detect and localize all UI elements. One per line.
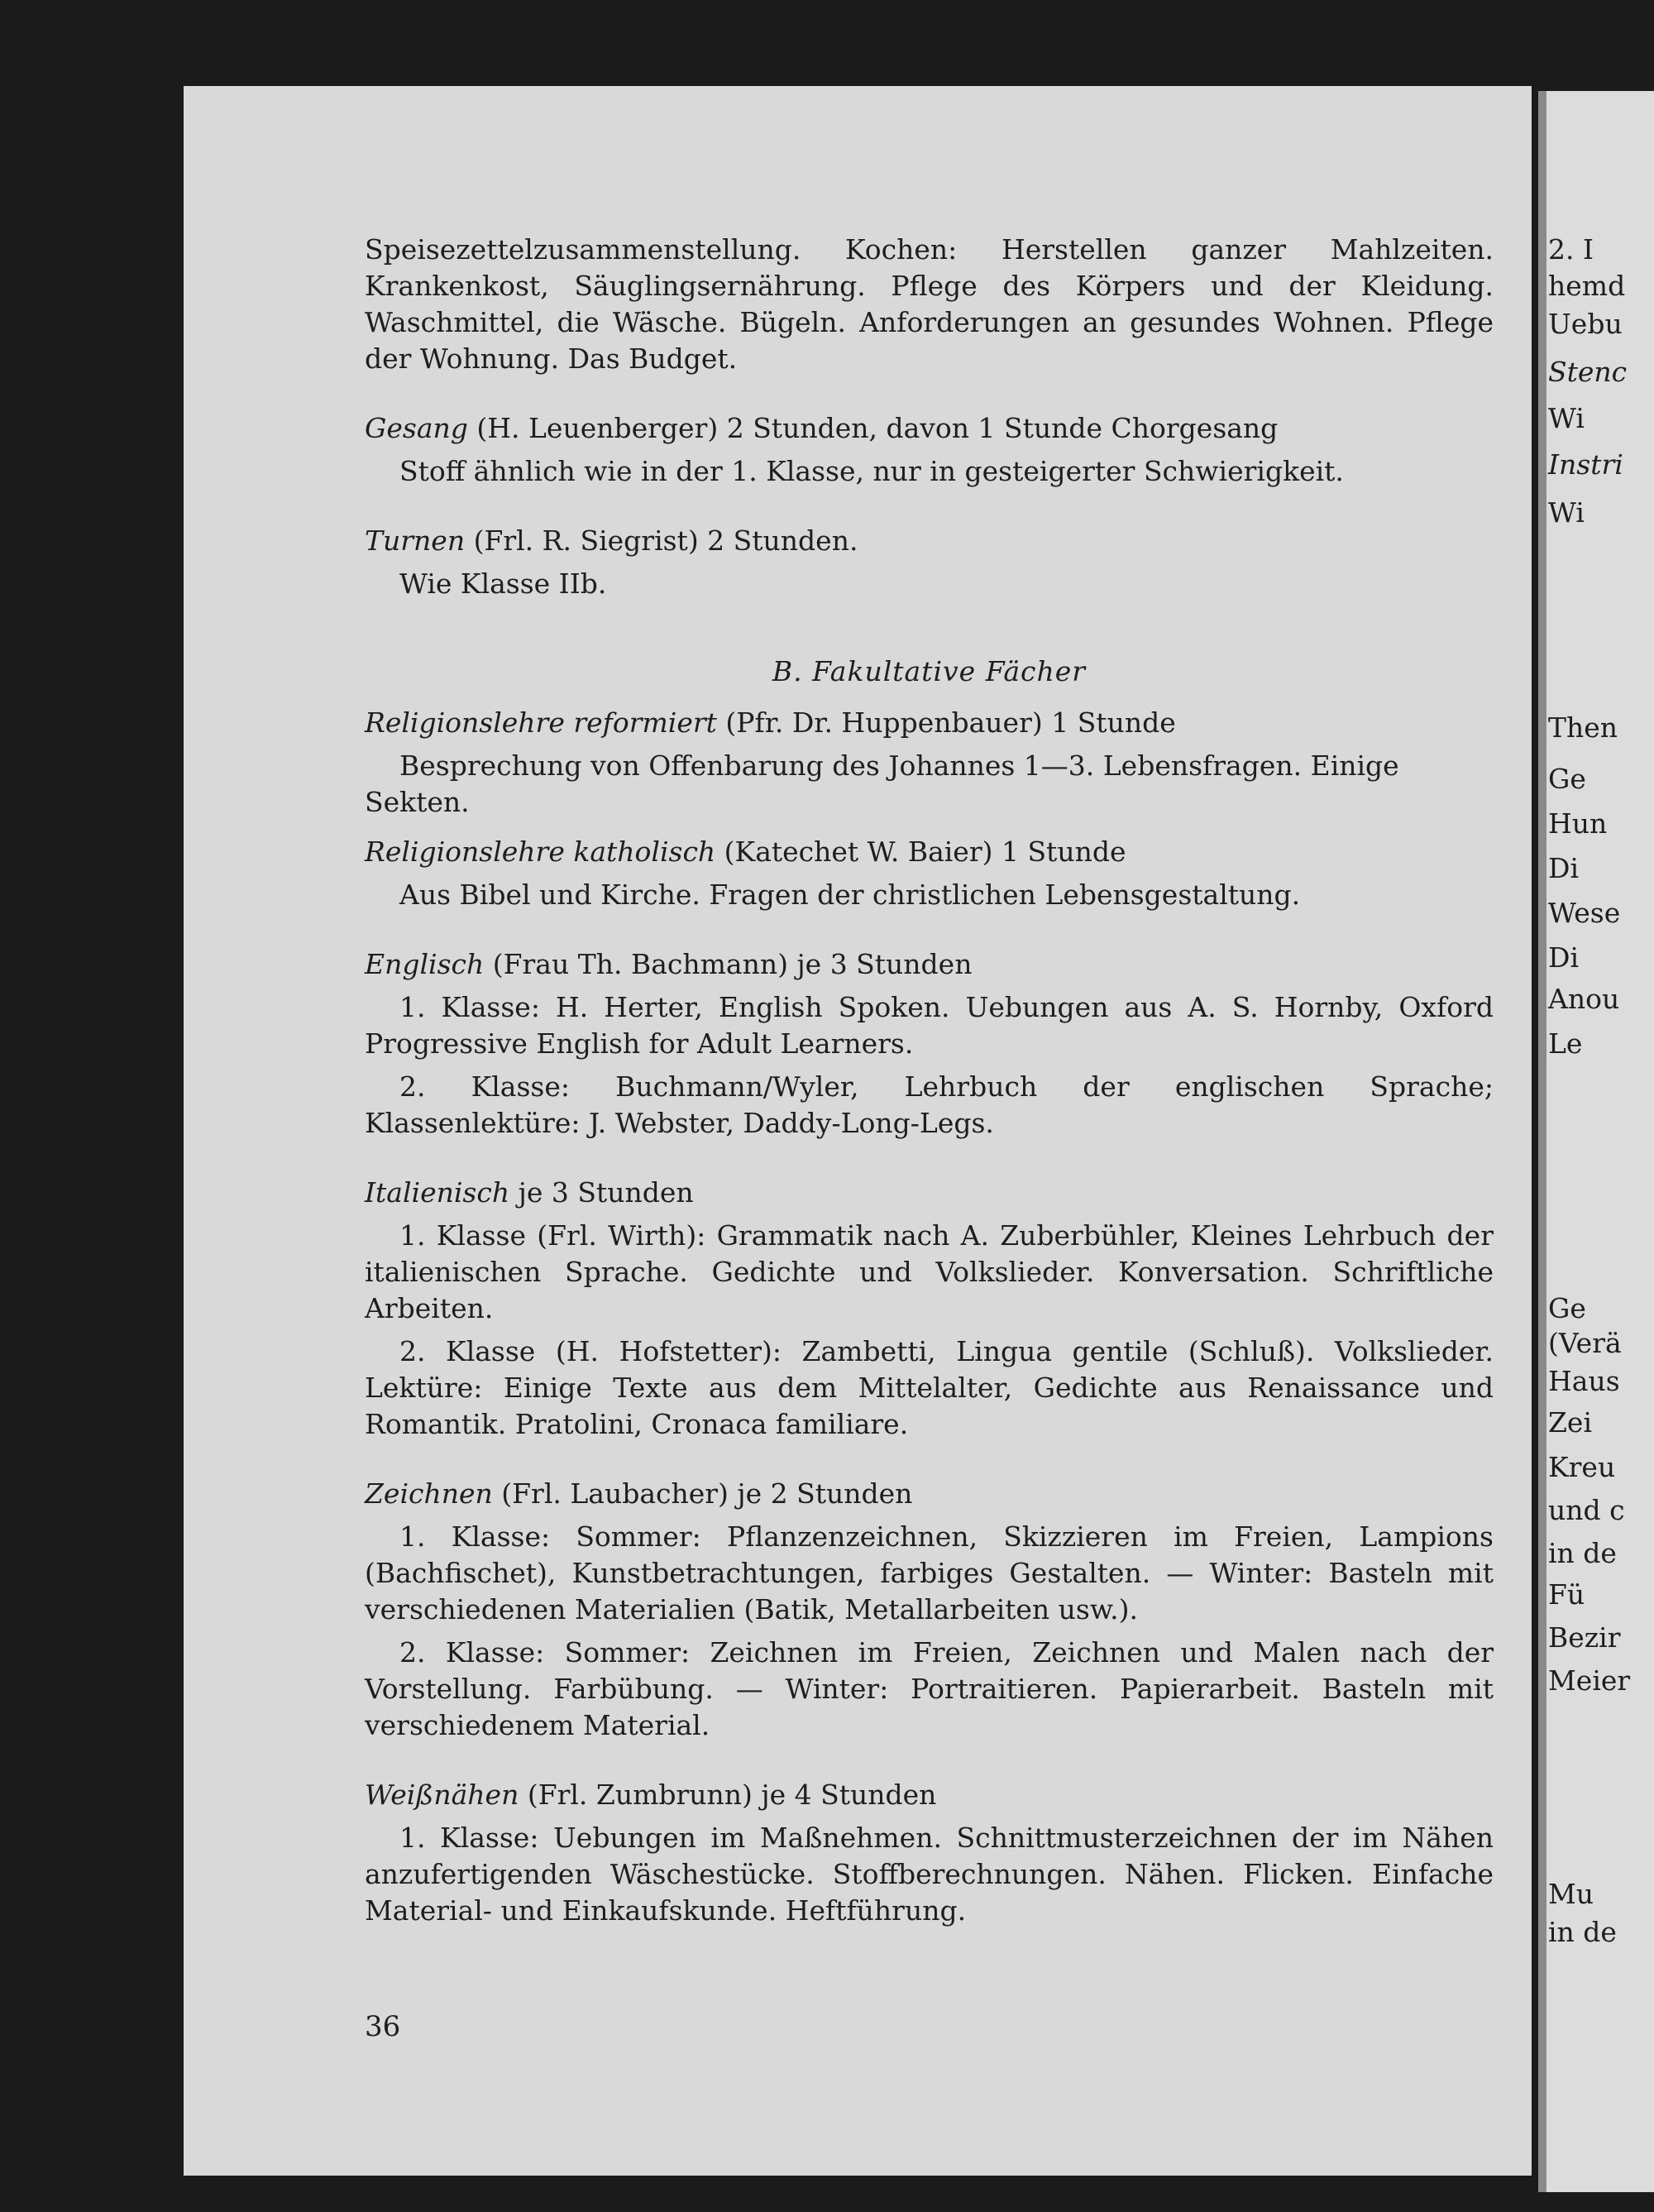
reli-ref-heading <box>365 705 1494 741</box>
englisch-heading <box>365 946 1494 983</box>
zeichnen-teacher: (Frl. Laubacher) je 2 Stunden <box>492 1477 913 1510</box>
right-page-fragment: Uebu <box>1548 308 1623 340</box>
gesang-heading <box>365 410 1494 447</box>
right-page-fragment: Di <box>1548 852 1580 884</box>
italienisch-klasse-1: 1. Klasse (Frl. Wirth): Grammatik nach A. Zuberbühler, Kleines Lehrbuch der italienischen Sprache. Gedichte und Volkslieder. Konversation. Schriftliche Arbeiten. <box>365 1219 1494 1324</box>
turnen-title: Turnen <box>365 524 466 557</box>
reli-kath-title: Religionslehre katholisch <box>365 835 716 868</box>
right-page-fragment: (Verä <box>1548 1327 1622 1359</box>
page-gutter-shadow <box>1538 91 1546 2192</box>
zeichnen-klasse-1: 1. Klasse: Sommer: Pflanzenzeichnen, Skizzieren im Freien, Lampions (Bachfischet), Kunstbetrachtungen, farbiges Gestalten. — Winter: Basteln mit verschiedenen Materialien (Batik, Metallarbeiten usw.). <box>365 1520 1494 1625</box>
englisch-title: Englisch <box>365 948 485 980</box>
page-number: 36 <box>365 2010 401 2043</box>
section-b-heading: B. Fakultative Fächer <box>772 655 1087 687</box>
englisch-klasse-1: 1. Klasse: H. Herter, English Spoken. Uebungen aus A. S. Hornby, Oxford Progressive English for Adult Learners. <box>365 991 1494 1060</box>
italienisch-heading <box>365 1175 1494 1211</box>
reli-ref-text: Besprechung von Offenbarung des Johannes 1—3. Lebensfragen. Einige Sekten. <box>365 749 1399 818</box>
right-page-fragment: in de <box>1548 1916 1617 1948</box>
right-page-fragment: 2. I <box>1548 233 1594 266</box>
right-page-fragment: Wi <box>1548 496 1585 529</box>
right-page-fragment: Kreu <box>1548 1451 1616 1483</box>
italienisch-teacher: je 3 Stunden <box>509 1176 694 1209</box>
right-page-fragment: in de <box>1548 1537 1617 1569</box>
right-page-fragment: Ge <box>1548 763 1586 795</box>
right-page-fragment: Ge <box>1548 1292 1586 1324</box>
right-page-fragment: Stenc <box>1548 356 1628 388</box>
gesang-text: Stoff ähnlich wie in der 1. Klasse, nur in gesteigerter Schwierigkeit. <box>399 455 1344 487</box>
reli-kath-teacher: (Katechet W. Baier) 1 Stunde <box>715 835 1126 868</box>
weissnaehen-teacher: (Frl. Zumbrunn) je 4 Stunden <box>519 1779 937 1811</box>
right-page-fragment: Haus <box>1548 1365 1620 1397</box>
weissnaehen-klasse-1: 1. Klasse: Uebungen im Maßnehmen. Schnittmusterzeichnen der im Nähen anzufertigenden Wäschestücke. Stoffberechnungen. Nähen. Flicken. Einfache Material- und Einkaufskunde. Heftführung. <box>365 1822 1494 1927</box>
right-page-fragment: Di <box>1548 941 1580 974</box>
right-page-fragment: Then <box>1548 711 1618 744</box>
right-page-fragment: Instri <box>1548 448 1623 481</box>
reli-kath-heading <box>365 834 1494 870</box>
right-page-fragment: Anou <box>1548 983 1620 1015</box>
right-page-fragment: Le <box>1548 1027 1583 1060</box>
weissnaehen-heading <box>365 1777 1494 1813</box>
right-page-fragment: Wese <box>1548 897 1621 929</box>
gesang-title: Gesang <box>365 412 468 444</box>
reli-kath-text: Aus Bibel und Kirche. Fragen der christlichen Lebensgestaltung. <box>399 879 1301 911</box>
englisch-teacher: (Frau Th. Bachmann) je 3 Stunden <box>484 948 973 980</box>
right-page-fragment: Bezir <box>1548 1621 1621 1654</box>
right-page-fragment: Meier <box>1548 1664 1631 1697</box>
turnen-teacher: (Frl. R. Siegrist) 2 Stunden. <box>465 524 858 557</box>
turnen-text: Wie Klasse IIb. <box>399 567 607 600</box>
weissnaehen-title: Weißnähen <box>365 1779 519 1811</box>
zeichnen-heading <box>365 1476 1494 1512</box>
turnen-heading <box>365 523 1494 559</box>
zeichnen-title: Zeichnen <box>365 1477 493 1510</box>
zeichnen-klasse-2: 2. Klasse: Sommer: Zeichnen im Freien, Zeichnen und Malen nach der Vorstellung. Farbübung. — Winter: Portraitieren. Papierarbeit. Basteln mit verschiedenem Material. <box>365 1636 1494 1741</box>
right-page-fragment: Wi <box>1548 402 1585 434</box>
right-page-fragment: und c <box>1548 1494 1625 1526</box>
reli-ref-title: Religionslehre reformiert <box>365 706 717 739</box>
englisch-klasse-2: 2. Klasse: Buchmann/Wyler, Lehrbuch der englischen Sprache; Klassenlektüre: J. Webster, Daddy-Long-Legs. <box>365 1070 1494 1139</box>
italienisch-title: Italienisch <box>365 1176 510 1209</box>
right-page-fragment: Zei <box>1548 1406 1593 1439</box>
gesang-teacher: (H. Leuenberger) 2 Stunden, davon 1 Stunde Chorgesang <box>467 412 1279 444</box>
reli-ref-teacher: (Pfr. Dr. Huppenbauer) 1 Stunde <box>716 706 1176 739</box>
right-page-fragment: hemd <box>1548 270 1626 302</box>
text-column <box>365 232 1494 1929</box>
right-page-fragment: Hun <box>1548 807 1608 840</box>
right-page-fragment: Mu <box>1548 1878 1594 1910</box>
italienisch-klasse-2: 2. Klasse (H. Hofstetter): Zambetti, Lingua gentile (Schluß). Volkslieder. Lektüre: Einige Texte aus dem Mittelalter, Gedichte aus Renaissance und Romantik. Pratolini, Cronaca familiare. <box>365 1335 1494 1440</box>
intro-paragraph: Speisezettelzusammenstellung. Kochen: Herstellen ganzer Mahlzeiten. Krankenkost, Säuglingsernährung. Pflege des Körpers und der Kleidung. Waschmittel, die Wäsche. Bügeln. Anforderungen an gesundes Wohnen. Pflege der Wohnung. Das Budget. <box>365 233 1494 375</box>
right-page-fragment: Fü <box>1548 1578 1585 1611</box>
